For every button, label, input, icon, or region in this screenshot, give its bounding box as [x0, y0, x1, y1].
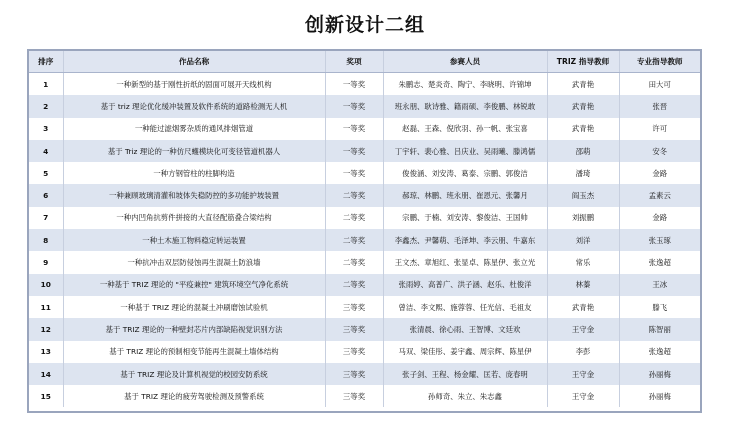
- cell-participants: 郝琼、林鹏、班永朋、崔恩元、张馨月: [383, 184, 547, 206]
- page-title: 创新设计二组: [304, 14, 425, 36]
- cell-work-name: 一种抗冲击双层防侵蚀再生混凝土防浪墙: [63, 251, 325, 273]
- column-header-award: 奖项: [325, 51, 383, 73]
- awards-table-frame: [27, 49, 702, 413]
- column-header-participants: 参赛人员: [383, 51, 547, 73]
- cell-rank: 3: [29, 118, 63, 140]
- cell-triz-teacher: 刘振鹏: [547, 207, 619, 229]
- cell-professional-teacher: 孟素云: [619, 184, 700, 206]
- cell-participants: 马双、梁佳彤、姜宇鑫、周宗辉、陈星伊: [383, 341, 547, 363]
- table-row: [29, 207, 700, 229]
- cell-work-name: 基于 TRIZ 理论的疲劳驾驶检测及预警系统: [63, 385, 325, 407]
- cell-professional-teacher: 王冰: [619, 274, 700, 296]
- table-row: [29, 184, 700, 206]
- cell-professional-teacher: 孙丽梅: [619, 363, 700, 385]
- cell-work-name: 基于 triz 理论优化缓冲装置及软件系统的道路检测无人机: [63, 95, 325, 117]
- cell-professional-teacher: 金路: [619, 207, 700, 229]
- cell-triz-teacher: 武青艳: [547, 118, 619, 140]
- cell-rank: 9: [29, 251, 63, 273]
- cell-award: 二等奖: [325, 274, 383, 296]
- column-header-rank: 排序: [29, 51, 63, 73]
- cell-professional-teacher: 田大可: [619, 73, 700, 96]
- cell-rank: 14: [29, 363, 63, 385]
- cell-award: 三等奖: [325, 363, 383, 385]
- table-row: [29, 118, 700, 140]
- cell-participants: 孙师奇、朱立、朱志鑫: [383, 385, 547, 407]
- cell-work-name: 一种新型的基于刚性折纸的固面可展开天线机构: [63, 73, 325, 96]
- table-row: [29, 140, 700, 162]
- cell-award: 一等奖: [325, 162, 383, 184]
- cell-rank: 15: [29, 385, 63, 407]
- cell-rank: 6: [29, 184, 63, 206]
- cell-participants: 宗鹏、于楠、刘安涛、黎俊洁、王国帅: [383, 207, 547, 229]
- cell-work-name: 一种能过滤烟雾杂质的通风排烟管道: [63, 118, 325, 140]
- cell-professional-teacher: 许可: [619, 118, 700, 140]
- table-row: [29, 162, 700, 184]
- cell-triz-teacher: 武青艳: [547, 296, 619, 318]
- cell-triz-teacher: 刘洋: [547, 229, 619, 251]
- cell-award: 二等奖: [325, 207, 383, 229]
- cell-rank: 1: [29, 73, 63, 96]
- cell-triz-teacher: 王守金: [547, 318, 619, 340]
- cell-rank: 13: [29, 341, 63, 363]
- table-row: [29, 251, 700, 273]
- cell-rank: 8: [29, 229, 63, 251]
- cell-work-name: 一种内凹角抗剪件拼接的大直径配筋叠合梁结构: [63, 207, 325, 229]
- cell-triz-teacher: 武青艳: [547, 95, 619, 117]
- table-row: [29, 296, 700, 318]
- table-row: [29, 363, 700, 385]
- cell-award: 三等奖: [325, 296, 383, 318]
- cell-award: 三等奖: [325, 341, 383, 363]
- column-header-professional-teacher: 专业指导教师: [619, 51, 700, 73]
- table-header-row: [29, 51, 700, 73]
- cell-triz-teacher: 李彭: [547, 341, 619, 363]
- cell-rank: 11: [29, 296, 63, 318]
- cell-work-name: 基于 Triz 理论的一种仿尺蠖模块化可变径管道机器人: [63, 140, 325, 162]
- cell-triz-teacher: 邵萌: [547, 140, 619, 162]
- cell-award: 三等奖: [325, 318, 383, 340]
- cell-participants: 赵磊、王森、倪欣羽、孙一帆、张宝喜: [383, 118, 547, 140]
- cell-participants: 丁宇轩、裴心雅、吕庆业、吴雨曦、滕鸿儒: [383, 140, 547, 162]
- cell-work-name: 基于 TRIZ 理论的一种壁封芯片内部缺陷视觉识别方法: [63, 318, 325, 340]
- awards-table: [29, 51, 700, 407]
- cell-triz-teacher: 潘琦: [547, 162, 619, 184]
- cell-work-name: 一种兼顾玻璃清灌和坡体失稳防控的多功能护坡装置: [63, 184, 325, 206]
- cell-triz-teacher: 林蓁: [547, 274, 619, 296]
- cell-work-name: 一种方钢管柱的柱脚构造: [63, 162, 325, 184]
- cell-work-name: 基于 TRIZ 理论的预制相变节能再生混凝土墙体结构: [63, 341, 325, 363]
- cell-professional-teacher: 陈智丽: [619, 318, 700, 340]
- cell-triz-teacher: 常乐: [547, 251, 619, 273]
- cell-award: 二等奖: [325, 229, 383, 251]
- cell-work-name: 一种基于 TRIZ 理论的 "平疫兼控" 建筑环境空气净化系统: [63, 274, 325, 296]
- cell-professional-teacher: 滕飞: [619, 296, 700, 318]
- cell-work-name: 一种基于 TRIZ 理论的混凝土冲刷磨蚀试验机: [63, 296, 325, 318]
- cell-award: 一等奖: [325, 118, 383, 140]
- cell-award: 一等奖: [325, 95, 383, 117]
- table-row: [29, 318, 700, 340]
- cell-rank: 2: [29, 95, 63, 117]
- cell-award: 一等奖: [325, 140, 383, 162]
- cell-work-name: 一种土木施工物料稳定转运装置: [63, 229, 325, 251]
- column-header-work-name: 作品名称: [63, 51, 325, 73]
- cell-award: 二等奖: [325, 251, 383, 273]
- cell-triz-teacher: 王守金: [547, 385, 619, 407]
- cell-award: 二等奖: [325, 184, 383, 206]
- cell-participants: 曾洁、李文熙、施蓉蓉、任光信、毛祖友: [383, 296, 547, 318]
- column-header-triz-teacher: TRIZ 指导教师: [547, 51, 619, 73]
- cell-participants: 王文杰、章旭红、张显卓、陈星伊、张立光: [383, 251, 547, 273]
- cell-rank: 12: [29, 318, 63, 340]
- cell-professional-teacher: 安冬: [619, 140, 700, 162]
- cell-participants: 班永朋、耿诗雅、籍雨硕、李俊鹏、林锐敢: [383, 95, 547, 117]
- cell-professional-teacher: 张逸超: [619, 251, 700, 273]
- cell-rank: 10: [29, 274, 63, 296]
- cell-participants: 朱鹏志、楚炎奇、陶宁、李晓明、许锦坤: [383, 73, 547, 96]
- cell-rank: 4: [29, 140, 63, 162]
- table-row: [29, 385, 700, 407]
- cell-work-name: 基于 TRIZ 理论及计算机视觉的校园安防系统: [63, 363, 325, 385]
- cell-participants: 张子剑、王程、杨金耀、匡若、庞春明: [383, 363, 547, 385]
- cell-rank: 7: [29, 207, 63, 229]
- cell-award: 三等奖: [325, 385, 383, 407]
- cell-triz-teacher: 阎玉杰: [547, 184, 619, 206]
- table-row: [29, 229, 700, 251]
- table-row: [29, 341, 700, 363]
- table-row: [29, 73, 700, 96]
- cell-professional-teacher: 张玉琢: [619, 229, 700, 251]
- table-row: [29, 95, 700, 117]
- cell-professional-teacher: 张晋: [619, 95, 700, 117]
- cell-rank: 5: [29, 162, 63, 184]
- cell-triz-teacher: 武青艳: [547, 73, 619, 96]
- cell-participants: 张清晨、徐心雨、王智博、文廷欢: [383, 318, 547, 340]
- cell-participants: 俊俊涵、刘安涛、葛泰、宗鹏、郭俊洁: [383, 162, 547, 184]
- cell-award: 一等奖: [325, 73, 383, 96]
- cell-professional-teacher: 金路: [619, 162, 700, 184]
- cell-participants: 张雨婷、高普广、洪子涵、赵乐、杜俊洋: [383, 274, 547, 296]
- cell-professional-teacher: 张逸超: [619, 341, 700, 363]
- cell-participants: 李鑫杰、尹馨萌、毛泽坤、李云朋、牛嘉东: [383, 229, 547, 251]
- cell-triz-teacher: 王守金: [547, 363, 619, 385]
- cell-professional-teacher: 孙丽梅: [619, 385, 700, 407]
- table-row: [29, 274, 700, 296]
